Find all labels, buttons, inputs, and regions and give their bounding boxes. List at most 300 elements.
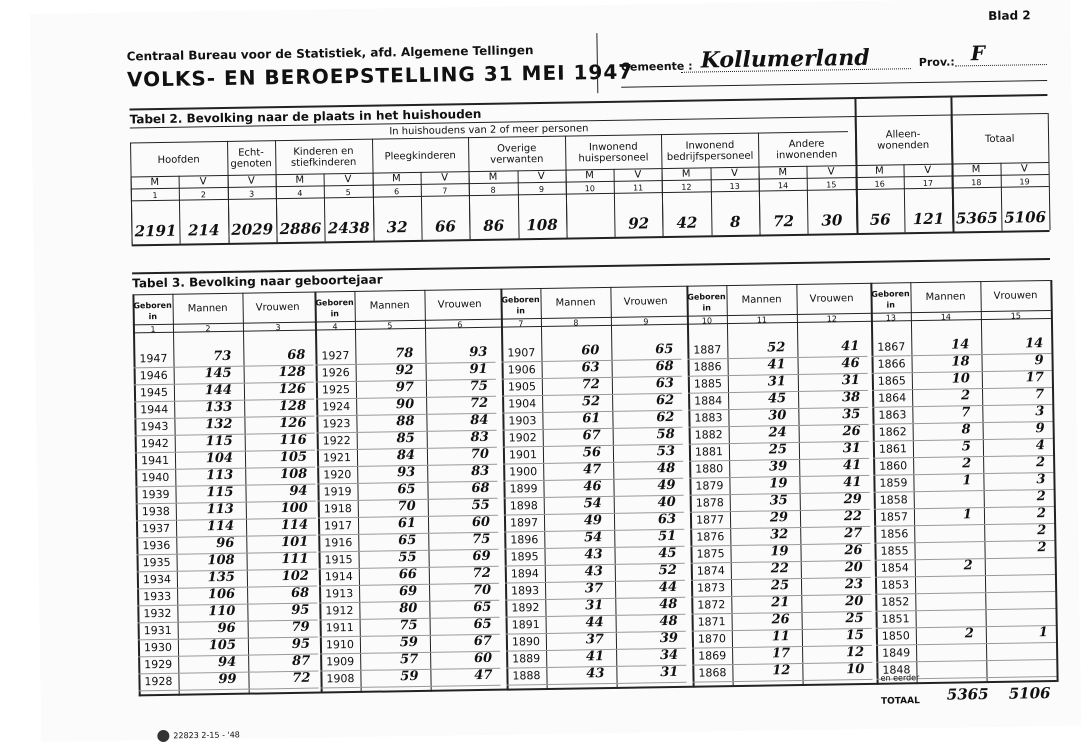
table3-col-number: 15 (1010, 311, 1022, 321)
women-count: 27 (844, 525, 863, 542)
men-count: 106 (207, 586, 236, 603)
women-count: 128 (278, 364, 306, 381)
table2-sex-label: M (295, 174, 305, 186)
men-count: 43 (586, 666, 605, 682)
table3-col-mannen: Mannen (369, 300, 410, 312)
totaal-label: TOTAAL (880, 696, 920, 707)
men-count: 96 (216, 535, 235, 552)
men-count: 105 (208, 637, 237, 654)
men-count: 108 (207, 552, 235, 569)
men-count: 96 (217, 620, 236, 637)
women-count: 22 (843, 508, 863, 525)
women-count: 84 (470, 412, 489, 429)
table2-value: 121 (912, 209, 945, 229)
birth-year: 1892 (511, 601, 540, 615)
men-count: 132 (205, 416, 233, 433)
table2-value: 5106 (1004, 208, 1047, 227)
table3-col-number: 12 (826, 314, 838, 324)
women-count: 58 (656, 426, 675, 443)
women-count: 126 (278, 381, 307, 398)
col-divider (796, 284, 803, 686)
men-count: 19 (770, 544, 789, 560)
table2-value: 66 (434, 217, 457, 236)
row-rule (139, 688, 319, 692)
table3-col-geboren: Geboren in (687, 292, 726, 313)
birth-year: 1943 (140, 419, 169, 434)
birth-year: 1928 (144, 674, 173, 689)
birth-year: 1852 (881, 595, 910, 609)
women-count: 60 (473, 650, 493, 667)
birth-year: 1925 (321, 383, 351, 397)
women-count: 83 (470, 429, 489, 446)
row-rule (875, 591, 1055, 595)
cbs-logo-icon (157, 730, 169, 742)
men-count: 39 (768, 459, 788, 475)
birth-year: 1879 (695, 479, 724, 493)
row-rule (875, 608, 1055, 612)
men-count: 90 (395, 397, 415, 413)
men-count: 2 (963, 558, 973, 574)
women-count: 14 (1025, 336, 1044, 352)
table2-value: 8 (729, 212, 741, 232)
women-count: 23 (844, 576, 864, 593)
table3-col-mannen: Mannen (925, 291, 966, 303)
table3-col-number: 1 (150, 325, 156, 335)
prov-label: Prov.: (918, 55, 955, 70)
birth-year: 1924 (322, 400, 351, 414)
table3-col-vrouwen: Vrouwen (623, 296, 668, 308)
birth-year: 1857 (879, 510, 909, 524)
women-count: 1 (1038, 625, 1048, 641)
birth-year: 1921 (322, 451, 352, 465)
birth-year: 1907 (507, 346, 536, 360)
birth-year: 1878 (695, 496, 724, 510)
birth-year: 1851 (881, 612, 910, 626)
men-count: 22 (770, 561, 789, 577)
women-count: 2 (1036, 489, 1046, 505)
women-count: 75 (469, 378, 489, 395)
birth-year: 1922 (322, 434, 351, 448)
women-count: 48 (659, 613, 678, 630)
men-count: 55 (398, 549, 417, 566)
women-count: 35 (842, 407, 861, 423)
table2-sex-label: V (441, 172, 449, 184)
census-form-sheet (30, 0, 1081, 742)
women-count: 68 (471, 480, 490, 497)
men-count: 65 (398, 532, 417, 549)
birth-year: 1855 (880, 544, 909, 558)
table2-col-number: 4 (297, 188, 303, 198)
women-count: 63 (657, 511, 677, 528)
birth-year: 1918 (323, 502, 352, 516)
women-count: 4 (1035, 438, 1046, 454)
men-count: 46 (583, 479, 602, 495)
men-count: 7 (961, 405, 971, 421)
gemeente-label: Gemeente : (620, 59, 693, 74)
men-count: 92 (395, 363, 414, 379)
birth-year: 1869 (698, 649, 727, 663)
birth-year: 1897 (509, 516, 539, 530)
women-count: 9 (1034, 353, 1044, 369)
men-count: 61 (582, 411, 601, 427)
women-count: 44 (658, 579, 678, 596)
birth-year: 1930 (143, 640, 173, 655)
women-count: 26 (844, 542, 863, 559)
birth-year: 1887 (693, 343, 722, 357)
men-count: 43 (584, 547, 603, 563)
table2-sex-label: M (778, 167, 788, 179)
table2-value: 42 (676, 213, 698, 232)
birth-year: 1881 (694, 445, 724, 459)
table2-sex-label: V (634, 169, 642, 181)
table3-col-number: 10 (701, 316, 713, 326)
birth-year: 1880 (695, 462, 724, 476)
women-count: 126 (279, 415, 307, 432)
men-count: 31 (767, 374, 786, 390)
table2-col-number: 2 (200, 190, 206, 200)
birth-year: 1896 (510, 533, 539, 547)
table2-col-header: Pleegkinderen (384, 149, 456, 162)
women-count: 25 (845, 610, 864, 627)
table2-value: 86 (483, 216, 505, 235)
men-count: 113 (206, 501, 234, 518)
table3-col-number: 13 (885, 313, 897, 323)
women-count: 95 (291, 602, 310, 618)
table2-value: 92 (628, 214, 650, 233)
row-rule (321, 685, 501, 689)
men-count: 78 (395, 346, 414, 362)
table2-col-number: 16 (874, 179, 885, 189)
men-count: 52 (581, 394, 601, 410)
table2-group-header: In huishoudens van 2 of meer personen (389, 123, 589, 138)
men-count: 84 (396, 448, 416, 464)
table2-col-number: 18 (971, 178, 982, 188)
group-divider (1050, 280, 1058, 682)
men-count: 1 (962, 507, 973, 523)
women-count: 15 (845, 627, 864, 644)
birth-year: 1882 (694, 428, 723, 442)
birth-year: 1858 (879, 493, 908, 507)
totaal-men: 5365 (946, 685, 989, 704)
birth-year: 1856 (880, 527, 909, 541)
women-count: 41 (843, 474, 862, 491)
birth-year: 1875 (696, 547, 725, 561)
men-count: 97 (395, 380, 415, 396)
birth-year: 1861 (878, 442, 908, 456)
women-count: 3 (1036, 472, 1046, 488)
table2-col-number: 7 (442, 186, 448, 196)
table2-sex-label: M (150, 176, 160, 189)
footer-code: 22823 2-15 - '48 (157, 729, 240, 742)
birth-year: 1920 (323, 468, 352, 482)
women-count: 72 (472, 565, 491, 582)
men-count: 32 (770, 527, 789, 543)
women-count: 72 (292, 670, 311, 686)
men-count: 59 (400, 668, 419, 685)
table3-col-vrouwen: Vrouwen (255, 301, 300, 314)
col-divider (242, 293, 249, 695)
men-count: 31 (585, 598, 604, 614)
table3-col-mannen: Mannen (555, 297, 596, 309)
men-count: 12 (772, 663, 791, 679)
birth-year: 1894 (510, 567, 539, 581)
women-count: 10 (846, 661, 865, 678)
table2-sex-label: M (488, 171, 498, 183)
women-count: 2 (1036, 455, 1046, 471)
table2-sex-label: V (924, 164, 932, 176)
men-count: 37 (585, 632, 605, 648)
women-count: 68 (287, 347, 306, 363)
row-rule (876, 659, 1056, 663)
table2-value: 2029 (231, 220, 274, 239)
birth-year: 1889 (512, 652, 541, 666)
men-count: 88 (396, 414, 415, 430)
table2-sex-label: V (827, 166, 835, 178)
women-count: 12 (845, 644, 865, 661)
men-count: 19 (769, 476, 788, 492)
men-count: 37 (584, 581, 604, 597)
table2-value: 32 (386, 218, 408, 237)
birth-year: 1919 (323, 485, 352, 499)
men-count: 2 (960, 388, 971, 404)
table2-col-number: 17 (922, 178, 934, 188)
table3-col-number: 6 (457, 320, 463, 330)
birth-year: 1946 (139, 368, 168, 383)
birth-year: 1859 (879, 476, 908, 490)
table3-col-number: 5 (387, 321, 393, 331)
women-count: 46 (841, 356, 860, 372)
table2-col-header: Andere inwonenden (776, 138, 838, 162)
men-count: 52 (767, 340, 786, 356)
men-count: 60 (581, 343, 600, 359)
women-count: 70 (472, 582, 492, 599)
men-count: 85 (396, 431, 415, 447)
birth-year: 1923 (322, 417, 351, 431)
table2-col-number: 9 (538, 184, 545, 195)
men-count: 10 (951, 371, 970, 387)
table2-value (566, 215, 614, 216)
men-count: 110 (208, 603, 236, 620)
col-divider (980, 281, 987, 683)
men-count: 114 (206, 518, 235, 535)
birth-year: 1900 (509, 465, 538, 479)
men-count: 145 (204, 365, 232, 382)
birth-year: 1935 (142, 555, 171, 570)
table2-col-number: 15 (826, 180, 837, 190)
table3-col-number: 9 (643, 317, 649, 327)
table2-col-header: Inwonend bedrijfspersoneel (666, 139, 754, 164)
table3-title: Tabel 3. Bevolking naar geboortejaar (132, 272, 383, 291)
table2-col-number: 10 (584, 184, 595, 194)
row-rule (693, 679, 873, 683)
table3-col-number: 8 (573, 318, 579, 328)
women-count: 95 (291, 636, 311, 652)
women-count: 114 (280, 517, 309, 534)
table2-value: 72 (773, 212, 795, 231)
birth-year: 1908 (326, 671, 355, 686)
women-count: 26 (842, 424, 861, 440)
table2-sex-label: V (247, 175, 255, 187)
men-count: 47 (583, 462, 602, 478)
birth-year: 1891 (511, 618, 540, 632)
women-count: 65 (473, 599, 492, 616)
birth-year: 1860 (879, 459, 908, 473)
women-count: 72 (469, 395, 489, 412)
bureau-line: Centraal Bureau voor de Statistiek, afd. Algemene Tellingen (126, 43, 534, 64)
birth-year: 1873 (696, 581, 726, 595)
women-count: 62 (655, 392, 675, 409)
table2-col-header: Inwonend huispersoneel (578, 141, 649, 165)
women-count: 79 (291, 619, 310, 635)
birth-year: 1864 (878, 391, 907, 405)
men-count: 2 (964, 626, 974, 642)
table2-sex-label: M (681, 168, 691, 180)
table3-col-mannen: Mannen (187, 302, 228, 315)
table3-col-vrouwen: Vrouwen (993, 290, 1038, 302)
table2-value: 30 (821, 211, 843, 230)
men-count: 94 (217, 654, 237, 671)
table3-col-geboren: Geboren in (501, 295, 540, 316)
birth-year: 1901 (508, 448, 538, 462)
women-count: 40 (657, 494, 676, 511)
blad-label: Blad 2 (988, 8, 1031, 23)
birth-year: 1884 (694, 394, 723, 408)
birth-year: 1876 (696, 530, 725, 544)
women-count: 34 (659, 647, 679, 664)
birth-year: 1940 (141, 470, 170, 485)
men-count: 66 (398, 566, 417, 583)
men-count: 29 (769, 510, 789, 526)
table2-value: 2191 (134, 221, 177, 241)
men-count: 25 (768, 442, 788, 458)
women-count: 9 (1035, 421, 1045, 437)
women-count: 20 (844, 559, 863, 576)
birth-year: 1850 (881, 629, 910, 643)
men-count: 14 (951, 337, 970, 353)
birth-year: 1890 (511, 635, 541, 649)
birth-year: 1870 (697, 632, 726, 646)
birth-year: 1906 (507, 363, 536, 377)
table2-col-number: 14 (777, 181, 789, 191)
birth-year: 1910 (325, 637, 355, 652)
women-count: 75 (472, 531, 491, 548)
women-count: 83 (471, 463, 490, 480)
women-count: 52 (658, 562, 677, 579)
women-count: 2 (1037, 523, 1047, 539)
women-count: 62 (656, 409, 675, 426)
table2-value: 2438 (327, 218, 370, 238)
women-count: 31 (841, 373, 860, 389)
men-count: 1 (962, 473, 972, 489)
table2-value: 56 (869, 210, 891, 229)
men-count: 44 (585, 615, 604, 631)
men-count: 99 (218, 671, 237, 688)
birth-year: 1883 (694, 411, 723, 425)
birth-year: 1927 (321, 349, 350, 363)
men-count: 54 (583, 496, 602, 512)
birth-year: 1871 (697, 615, 726, 629)
birth-year: 1866 (877, 357, 906, 371)
women-count: 3 (1035, 404, 1045, 420)
birth-year: 1938 (141, 504, 170, 519)
totaal-women: 5106 (1008, 684, 1051, 703)
en-eerder-label: en eerder (880, 673, 920, 683)
men-count: 41 (585, 649, 605, 665)
men-count: 11 (771, 629, 790, 645)
men-count: 18 (951, 354, 970, 370)
birth-year: 1893 (511, 584, 540, 598)
birth-year: 1902 (508, 431, 537, 445)
table3-col-vrouwen: Vrouwen (809, 293, 854, 305)
birth-year: 1848 (882, 663, 911, 677)
women-count: 128 (278, 398, 307, 415)
table3-col-number: 4 (332, 322, 338, 332)
birth-year: 1929 (144, 657, 173, 672)
table2-sex-label: V (537, 170, 545, 183)
men-count: 115 (205, 433, 233, 450)
women-count: 108 (280, 466, 308, 483)
men-count: 93 (397, 465, 416, 481)
birth-year: 1854 (880, 561, 909, 575)
birth-year: 1931 (143, 623, 172, 638)
table3-col-number: 3 (275, 323, 281, 333)
birth-year: 1874 (696, 564, 725, 578)
table3-col-geboren: Geboren in (133, 300, 172, 322)
table2-col-header: Kinderen en stiefkinderen (290, 145, 357, 169)
women-count: 39 (659, 630, 679, 647)
women-count: 60 (471, 514, 491, 531)
table2-col-number: 1 (152, 191, 158, 201)
men-count: 26 (771, 612, 790, 628)
birth-year: 1941 (140, 453, 170, 468)
birth-year: 1872 (697, 598, 726, 612)
men-count: 65 (397, 482, 416, 498)
table3-col-geboren: Geboren in (315, 297, 354, 319)
women-count: 17 (1025, 370, 1044, 386)
men-count: 59 (399, 634, 419, 651)
men-count: 45 (767, 391, 787, 407)
birth-year: 1886 (693, 360, 722, 374)
men-count: 69 (398, 583, 418, 600)
birth-year: 1915 (324, 553, 353, 567)
table2-col-header: Overige verwanten (490, 143, 544, 166)
table2-col-number: 11 (632, 183, 644, 193)
birth-year: 1913 (325, 586, 354, 601)
row-rule (876, 642, 1056, 646)
birth-year: 1945 (139, 385, 169, 400)
women-count: 63 (655, 375, 674, 392)
men-count: 70 (397, 499, 416, 515)
birth-year: 1905 (507, 380, 537, 394)
table2-sex-label: M (391, 173, 401, 185)
women-count: 93 (469, 344, 488, 361)
men-count: 144 (204, 382, 233, 399)
table2-col-number: 5 (345, 187, 351, 198)
birth-year: 1936 (142, 538, 171, 553)
birth-year: 1939 (141, 487, 170, 502)
birth-year: 1865 (877, 374, 906, 388)
gemeente-value: Kollumerland (700, 44, 870, 74)
birth-year: 1899 (509, 482, 538, 496)
women-count: 101 (281, 534, 309, 551)
birth-year: 1909 (326, 654, 355, 669)
table3-col-number: 14 (940, 312, 952, 322)
birth-year: 1947 (139, 351, 168, 366)
women-count: 29 (843, 491, 862, 508)
birth-year: 1898 (509, 499, 538, 513)
table2-sex-label: M (585, 170, 594, 182)
men-count: 80 (399, 600, 418, 617)
